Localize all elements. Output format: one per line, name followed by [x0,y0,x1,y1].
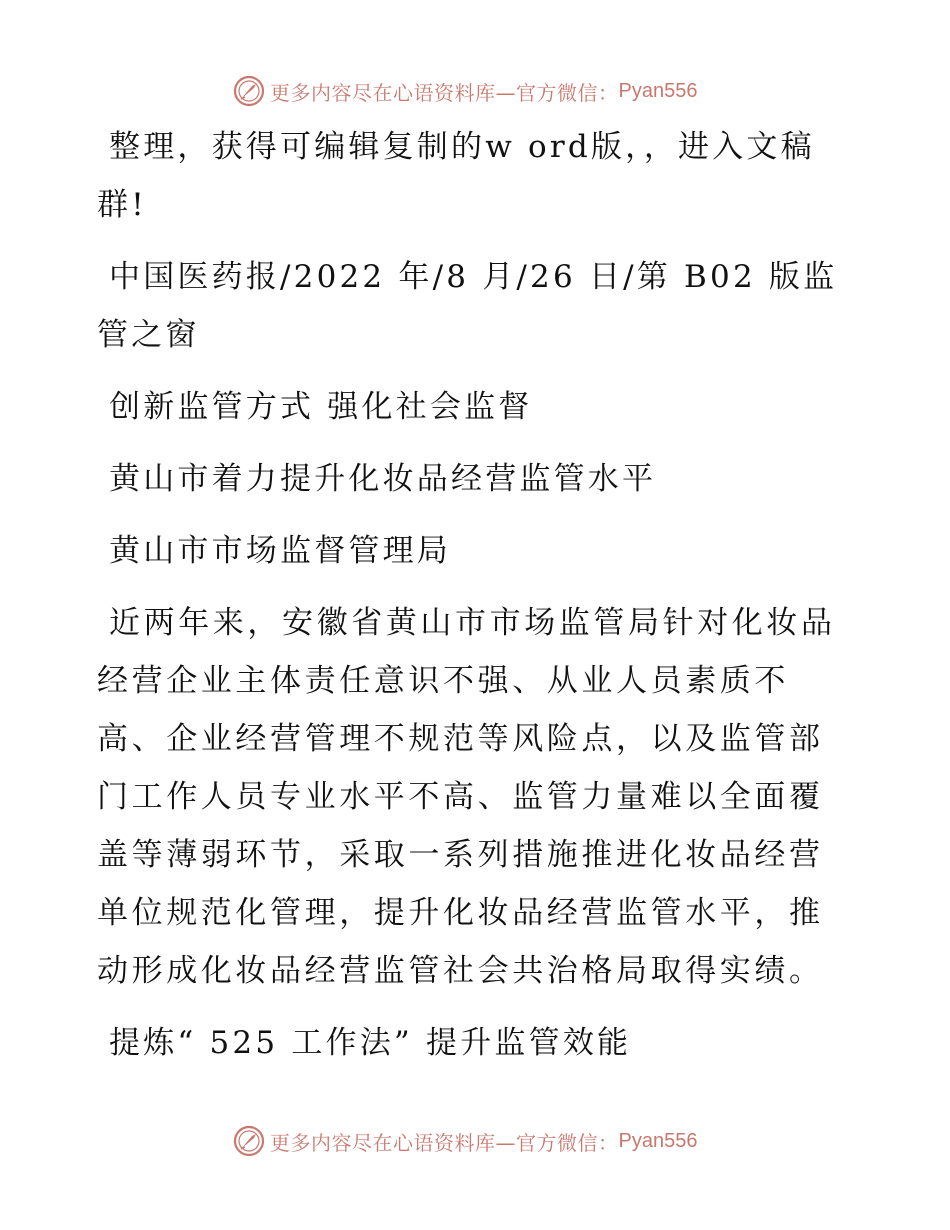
footer-watermark [232,1124,697,1158]
header-watermark [232,74,697,108]
watermark-account: Pyan556 [618,1129,698,1152]
section-heading: 提炼“ 525 工作法” 提升监管效能 [109,1025,632,1061]
author-line: 黄山市市场监督管理局 [109,533,451,569]
pen-logo-icon [232,74,266,108]
watermark-text: 更多内容尽在心语资料库—官方微信： [270,80,619,105]
source-line: 中国医药报/2022 年/8 月/26 日/第 B02 版监管之窗 [97,259,838,353]
headline-kicker: 创新监管方式 强化社会监督 [109,389,533,425]
headline-title: 黄山市着力提升化妆品经营监管水平 [109,461,657,497]
watermark-account: Pyan556 [618,79,698,102]
body-paragraph: 近两年来，安徽省黄山市市场监管局针对化妆品经营企业主体责任意识不强、从业人员素质不高、企业经营管理不规范等风险点，以及监管部门工作人员专业水平不高、监管力量难以全面覆盖等薄弱环节，采取一系列措施推进化妆品经营单位规范化管理，提升化妆品经营监管水平，推动形成化妆品经营监管社会共治格局取得实绩。 [97,605,836,989]
intro-line: 整理，获得可编辑复制的w ord版，，进入文稿群! [97,129,815,223]
pen-logo-icon [232,1124,266,1158]
document-body [97,118,857,1086]
watermark-text: 更多内容尽在心语资料库—官方微信： [270,1130,619,1155]
